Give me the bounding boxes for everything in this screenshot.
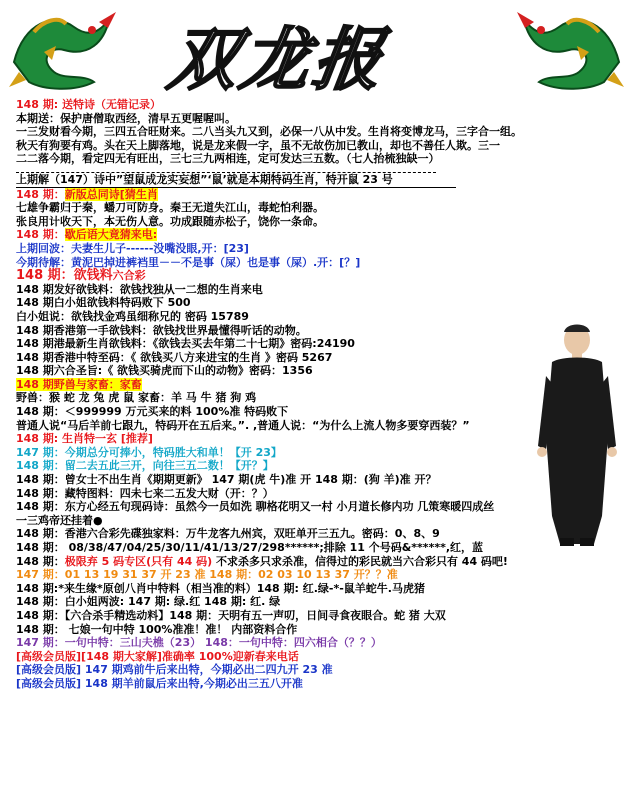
text-segment: 148 期香港第一手欲钱料：欲钱找世界最懂得听话的动物。: [16, 323, 307, 337]
text-segment: 148 期:: [16, 98, 59, 111]
text-segment: 148 期野兽与家畜：家畜: [16, 377, 142, 391]
text-segment: 148 期： 08/38/47/04/25/30/11/41/13/27/298******;排除 11 个号码&******,红，蓝: [16, 541, 483, 554]
text-segment: 147 期：01 13 19 31 37 开 23 准 148 期：02 03 10 13 37 开？？准: [16, 568, 398, 582]
text-segment: 歇后语大竟猜来电:: [64, 228, 158, 242]
text-line-l41: [16, 650, 626, 664]
text-segment: 148 期: 生肖特一玄 [推荐]: [16, 432, 153, 446]
text-segment: 七雄争霸归于秦，蟠刀可防身。秦王无道失江山，毒蛇怕利器。: [16, 201, 324, 215]
dragon-left-icon: [4, 2, 122, 94]
text-segment: 148 期： 七娘一句中特 100%准准！准！ 内部资料合作: [16, 622, 298, 636]
text-segment: 148 期：曾女士不出生肖《期期更新》 147 期(虎 牛)准 开 148 期：(狗 羊)准 开？: [16, 473, 437, 487]
text-segment: 二二落今期，看定四无有旺出，三七三九两相连，定可发达三五数。（七人抬梳独缺一）: [16, 152, 440, 166]
text-line-l8: [16, 201, 626, 215]
text-segment: 148 期发好欲钱料：欲钱找独从一二想的生肖来电: [16, 282, 263, 296]
text-segment: 本期送：保护唐僧取西经，清早五更喔喔叫。: [16, 111, 236, 125]
text-segment: 148 期：藏特图料：四未七来二五发大财（开：？）: [16, 486, 274, 500]
text-segment: 一三鸡帝还挂着●: [16, 513, 103, 527]
text-segment: [高级会员版] 148 期羊前鼠后来出特,今期必出三五八开准: [16, 676, 303, 690]
text-line-l35: [16, 568, 626, 582]
text-line-l5: [16, 152, 626, 166]
text-line-l43: [16, 677, 626, 691]
text-segment: 148 期：欲钱料: [16, 268, 113, 284]
text-segment: 白小姐说：欲钱找金鸡虽细称兄的 密码 15789: [16, 309, 249, 323]
separator: [16, 166, 436, 173]
text-segment: 148 期：: [16, 228, 65, 242]
text-line-l38: [16, 609, 626, 623]
text-segment: 上期解（147）诗中”望鼠成龙实妄想”‘鼠’就是本期特码生肖，特开鼠 23 号: [16, 172, 393, 186]
text-line-l36: [16, 582, 626, 596]
text-line-l40: [16, 636, 626, 650]
text-line-l39: [16, 623, 626, 637]
text-segment: 张良用计收天下，本无伤人意。功成跟随赤松子，饶你一条命。: [16, 214, 324, 228]
text-line-l1: [16, 98, 626, 112]
dragon-right-icon: [511, 2, 629, 94]
text-segment: 今期待解：黄泥巴掉进裤裆里－－不是事（屎）也是事（屎）.开：[？]: [16, 255, 361, 269]
text-line-l42: [16, 663, 626, 677]
text-line-l13: [16, 269, 626, 283]
text-segment: 148 期：【六合杀手精选动料】148 期：天明有五一声叨，日间寻食夜眼合。蛇 猪 大双: [16, 608, 446, 622]
text-segment: 新版总同诗[猜生肖: [64, 187, 158, 201]
text-segment: 148 期六合圣旨:《 欲钱买骑虎而下山的动物》密码：1356: [16, 364, 313, 378]
text-segment: 野兽：猴 蛇 龙 兔 虎 鼠 家畜：羊 马 牛 猪 狗 鸡: [16, 391, 257, 405]
text-segment: 148 期：＜999999 万元买来的料 100%准 特码败下: [16, 405, 289, 419]
text-line-l4: [16, 139, 626, 153]
text-segment: 148 期：留二去五此三开，向往三五二数！【开？】: [16, 459, 274, 473]
text-segment: 不求杀多只求杀准，信得过的彩民就当六合彩只有 44 码吧!: [212, 554, 508, 568]
text-line-l7: [16, 188, 626, 202]
text-segment: 送特诗（无错记录）: [62, 98, 162, 111]
text-segment: 一三发财看今期，三四五合旺财来。二八当头九又到，必保一八从中发。生肖将变博龙马，三字合一组。: [16, 125, 522, 139]
text-line-l37: [16, 595, 626, 609]
text-segment: [高级会员版] 147 期鸡前牛后来出特，今期必出二四九开 23 准: [16, 663, 333, 677]
header: [0, 0, 633, 98]
text-line-l10: [16, 228, 626, 242]
text-segment: 六合彩: [112, 269, 146, 283]
text-segment: 148 期：香港六合彩先碟独家料：万牛龙客九州宾，双旺单开三五九。密码：0、8、9: [16, 527, 440, 541]
text-segment: 148 期白小姐欲钱料特码败下 500: [16, 296, 191, 310]
text-segment: 148 期：白小姐两波: 147 期: 绿.红 148 期: 红. 绿: [16, 595, 281, 609]
text-segment: 147 期：一句中特：三山夫樵（23） 148：一句中特：四六相合（？？）: [16, 636, 382, 650]
man-portrait-image: [532, 316, 622, 548]
text-segment: 148 期香港中特至码：《 欲钱买八方来进宝的生肖 》密码 5267: [16, 350, 333, 364]
text-line-l11: [16, 242, 626, 256]
text-segment: 148 期：: [16, 554, 65, 568]
text-segment: 极限弃 5 码专区(只有 44 码): [64, 554, 213, 568]
text-segment: 148 期：: [16, 187, 65, 201]
text-segment: 普通人说“马后羊前七跟九，特码开在五后来。”. ,普通人说：“为什么上流人物多要穿西装？”: [16, 418, 470, 432]
text-segment: 148 期:*来生缘*原创八肖中特料（相当准的料）148 期: 红.绿-*-鼠羊蛇牛.马虎猪: [16, 581, 425, 595]
text-segment: [高级会员版][148 期大家解]准确率 100%迎新春来电话: [16, 649, 299, 663]
text-line-l2: [16, 112, 626, 126]
text-line-l34: [16, 555, 626, 569]
text-line-l15: [16, 296, 626, 310]
page-title: 双龙报: [163, 20, 391, 100]
text-segment: 秋天有狗要有鸡。头在天上脚落地，说是龙来假一字，虽不无故伤加已教山，却也不善任人欺。三一: [16, 138, 500, 152]
text-segment: 148 期港最新生肖欲钱料：《欲钱去买去年第二十七期》密码:24190: [16, 337, 355, 351]
text-segment: 147 期：今期总分可捧小，特码胜大和单！【开 23】: [16, 445, 282, 459]
text-segment: 上期回波：夫妻生儿子------没嘴没眼,开：[23]: [16, 241, 249, 255]
text-line-l6: [16, 173, 626, 187]
text-line-l9: [16, 215, 626, 229]
text-segment: 148 期：东方心经五句现码诗：虽然今一员如洗 聊格花明又一村 小月道长修内功 几策寒暖四成丝: [16, 500, 495, 514]
text-line-l3: [16, 125, 626, 139]
text-line-l14: [16, 283, 626, 297]
